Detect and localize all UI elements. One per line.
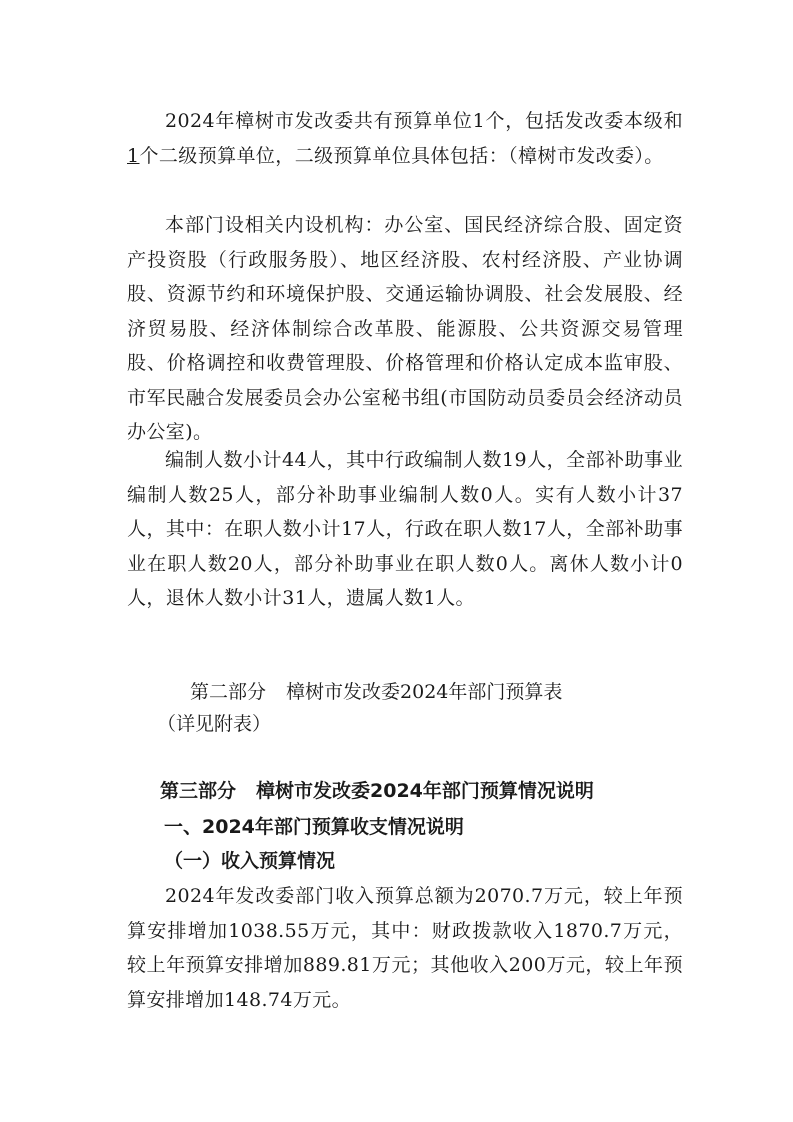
paragraph-budget-units-text-a: 2024年樟树市发改委共有预算单位1个，包括发改委本级和 [165,110,683,132]
part3-title: 樟树市发改委2024年部门预算情况说明 [256,780,594,802]
paragraph-internal-institutions: 本部门设相关内设机构：办公室、国民经济综合股、固定资产投资股（行政服务股）、地区经济股、农村经济股、产业协调股、资源节约和环境保护股、交通运输协调股、社会发展股、经济贸易股、经济体制综合改革股、能源股、公共资源交易管理股、价格调控和收费管理股、价格管理和价格认定成本监审股、市军民融合发展委员会办公室秘书组(市国防动员委员会经济动员办公室)。 [127,214,683,443]
subsection-heading-income: （一）收入预算情况 [164,850,336,872]
part2-title: 樟树市发改委2024年部门预算表 [286,681,563,703]
part2-heading [190,677,562,707]
paragraph-income-budget: 2024年发改委部门收入预算总额为2070.7万元，较上年预算安排增加1038.55万元，其中：财政拨款收入1870.7万元，较上年预算安排增加889.81万元；其他收入200万元，较上年预算安排增加148.74万元。 [127,885,683,1011]
underlined-number: 1 [127,144,140,167]
part3-heading [160,776,594,806]
section-heading-1: 一、2024年部门预算收支情况说明 [164,816,464,838]
part2-note: （详见附表） [157,713,272,735]
paragraph-budget-units [127,104,683,173]
part2-label: 第二部分 [190,681,267,703]
paragraph-staffing: 编制人数小计44人，其中行政编制人数19人，全部补助事业编制人数25人，部分补助事业编制人数0人。实有人数小计37人，其中：在职人数小计17人，行政在职人数17人，全部补助事业在职人数20人，部分补助事业在职人数0人。离休人数小计0人，退休人数小计31人，遗属人数1人。 [127,449,683,609]
part3-label: 第三部分 [160,780,237,802]
paragraph-budget-units-text-b: 个二级预算单位，二级预算单位具体包括：（樟树市发改委）。 [139,144,664,167]
